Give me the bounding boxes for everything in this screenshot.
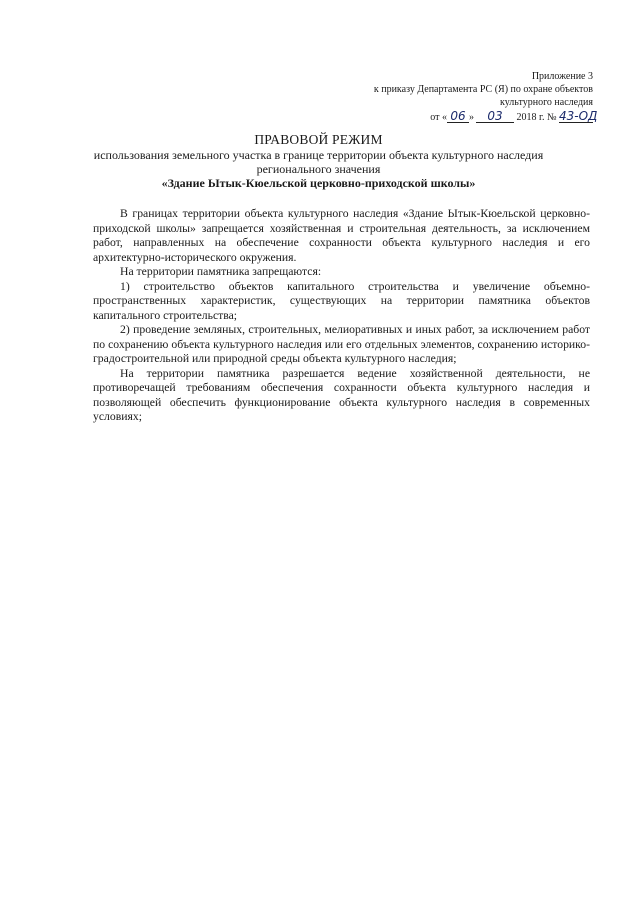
date-month-handwritten: 03 xyxy=(476,110,514,123)
order-reference-line-1: к приказу Департамента РС (Я) по охране объектов xyxy=(373,84,593,95)
appendix-label: Приложение 3 xyxy=(531,71,593,82)
body-paragraph: На территории памятника запрещаются: xyxy=(120,265,322,278)
document-subtitle-line-1: использования земельного участка в границе территории объекта культурного наследия xyxy=(93,148,544,162)
order-date-line xyxy=(273,109,598,124)
body-paragraph: На территории памятника разрешается ведение хозяйственной деятельности, не противоречащей требованиям обеспечения сохранности объекта культурного наследия и позволяющей обеспечить функционирование объекта культурного наследия в современных условиях; xyxy=(93,366,590,423)
body-paragraph: 1) строительство объектов капитального строительства и увеличение объемно-пространственных характеристик, существующих на территории памятника объектов капитального строительства; xyxy=(93,279,590,322)
date-prefix: от « xyxy=(430,112,447,123)
heritage-object-name: «Здание Ытык-Кюельской церковно-приходской школы» xyxy=(161,176,476,190)
body-paragraph: В границах территории объекта культурного наследия «Здание Ытык-Кюельской церковно-приходской школы» запрещается хозяйственная и строительная деятельность, за исключением работ, направленных на обеспечение сохранности объекта культурного наследия и его архитектурно-исторического окружения. xyxy=(93,207,590,264)
appendix-header xyxy=(273,70,598,124)
date-mid: » xyxy=(468,112,474,123)
document-subtitle-line-2: регионального значения xyxy=(256,162,381,176)
document-body xyxy=(93,207,590,425)
document-title: ПРАВОВОЙ РЕЖИМ xyxy=(254,132,383,147)
order-number-handwritten: 43-ОД xyxy=(559,109,598,123)
body-paragraph: 2) проведение земляных, строительных, мелиоративных и иных работ, за исключением работ по сохранению объекта культурного наследия или его отдельных элементов, сохранению историко-градостроительной или природной среды объекта культурного наследия; xyxy=(93,323,590,365)
order-reference-line-2: культурного наследия xyxy=(500,97,593,108)
date-day-handwritten: 06 xyxy=(447,110,469,123)
title-block xyxy=(60,132,577,191)
date-year: 2018 г. № xyxy=(513,112,559,123)
